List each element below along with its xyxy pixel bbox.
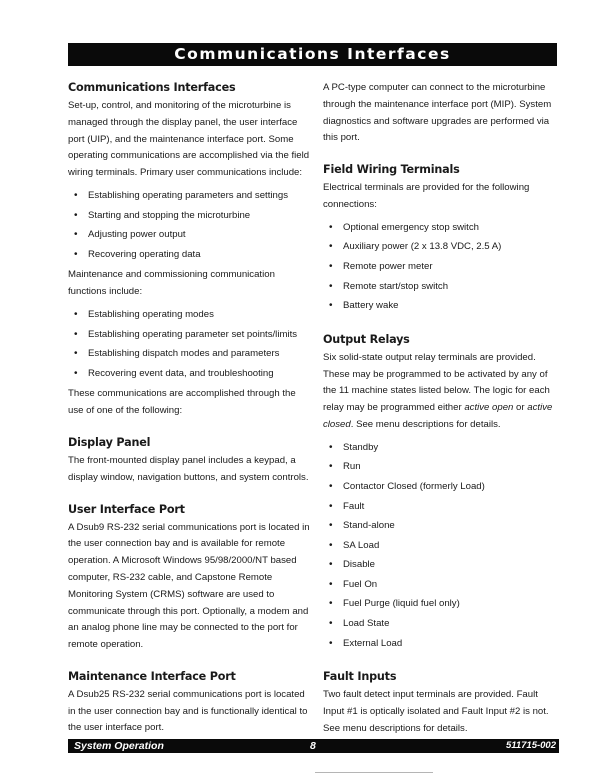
comm-outro: These communications are accomplished through the use of one of the following: <box>68 388 296 417</box>
list-item: • Contactor Closed (formerly Load) <box>329 477 561 497</box>
field-wiring-list <box>323 218 561 316</box>
list-item: • Establishing dispatch modes and parameters <box>74 344 310 364</box>
field-wiring-heading: Field Wiring Terminals <box>323 163 460 177</box>
uip-text: A Dsub9 RS-232 serial communications port is located in the user connection bay and is available for remote operation. A Microsoft Windows 95/98/2000/NT based computer, RS-232 cable, and Capstone Remote Monitoring System (CRMS) software are used to communicate through this port. Optionally, a modem and an analog phone line may be connected to the port for remote operation. <box>68 521 310 651</box>
list-item: • Starting and stopping the microturbine <box>74 206 310 226</box>
list-item: • Load State <box>329 614 561 634</box>
fault-inputs-text: Two fault detect input terminals are provided. Fault Input #1 is optically isolated and Fault Input #2 is not. See menu descriptions for details. <box>323 689 549 734</box>
machine-states-list <box>323 438 561 654</box>
footer-bar <box>68 739 559 753</box>
list-item: • Standby <box>329 438 561 458</box>
list-item: • Optional emergency stop switch <box>329 218 561 238</box>
document-number: 511715-002 <box>505 740 556 751</box>
list-item: • Establishing operating modes <box>74 305 310 325</box>
output-relays-text: Six solid-state output relay terminals are provided. These may be programmed to be activated by any of the 11 machine states listed below. The logic for each relay may be programmed either active open or active closed. See menu descriptions for details. <box>323 351 553 430</box>
list-item: • Recovering operating data <box>74 245 310 265</box>
comm-heading: Communications Interfaces <box>68 81 236 94</box>
footer-section: System Operation <box>74 740 164 752</box>
output-relays-heading: Output Relays <box>323 332 410 346</box>
right-column <box>323 80 561 738</box>
list-item: • Remote start/stop switch <box>329 277 561 297</box>
page-title: Communications Interfaces <box>174 45 451 63</box>
list-item: • Establishing operating parameters and settings <box>74 186 310 206</box>
fault-inputs-heading: Fault Inputs <box>323 670 397 684</box>
list-item: • Adjusting power output <box>74 225 310 245</box>
list-item: • Recovering event data, and troubleshooting <box>74 364 310 384</box>
active-open-term: active open <box>464 402 514 414</box>
list-item: • Fuel On <box>329 575 561 595</box>
page-number: 8 <box>310 740 316 752</box>
active-closed-term: active closed <box>323 402 553 430</box>
list-item: • Fault <box>329 497 561 517</box>
uip-heading: User Interface Port <box>68 502 185 516</box>
list-item: • Auxiliary power (2 x 13.8 VDC, 2.5 A) <box>329 237 561 257</box>
page-title-banner <box>68 43 557 66</box>
maintenance-intro: Maintenance and commissioning communication functions include: <box>68 269 275 298</box>
mip-heading: Maintenance Interface Port <box>68 669 236 683</box>
list-item: • Battery wake <box>329 296 561 316</box>
scan-artifact-line <box>315 772 433 773</box>
left-column <box>68 80 310 737</box>
display-panel-text: The front-mounted display panel includes a keypad, a display window, navigation buttons, and system controls. <box>68 454 309 483</box>
list-item: • Fuel Purge (liquid fuel only) <box>329 594 561 614</box>
display-panel-heading: Display Panel <box>68 435 151 449</box>
list-item: • Stand-alone <box>329 516 561 536</box>
mip-continued-text: A PC-type computer can connect to the microturbine through the maintenance interface port (MIP). System diagnostics and software upgrades are performed via this port. <box>323 82 552 144</box>
field-wiring-text: Electrical terminals are provided for the following connections: <box>323 182 530 210</box>
list-item: • Run <box>329 457 561 477</box>
list-item: • Remote power meter <box>329 257 561 277</box>
list-item: • Disable <box>329 555 561 575</box>
comm-intro: Set-up, control, and monitoring of the microturbine is managed through the display panel, the user interface port (UIP), and the maintenance interface port. Some operating communications are accomplished via the field wiring terminals. Primary user communications include: <box>68 100 310 179</box>
maintenance-comm-list <box>68 305 310 383</box>
mip-text: A Dsub25 RS-232 serial communications port is located in the user connection bay and is functionally identical to the user interface port. <box>68 688 308 734</box>
list-item: • Establishing operating parameter set points/limits <box>74 325 310 345</box>
primary-comm-list <box>68 186 310 264</box>
list-item: • SA Load <box>329 536 561 556</box>
list-item: • External Load <box>329 634 561 654</box>
